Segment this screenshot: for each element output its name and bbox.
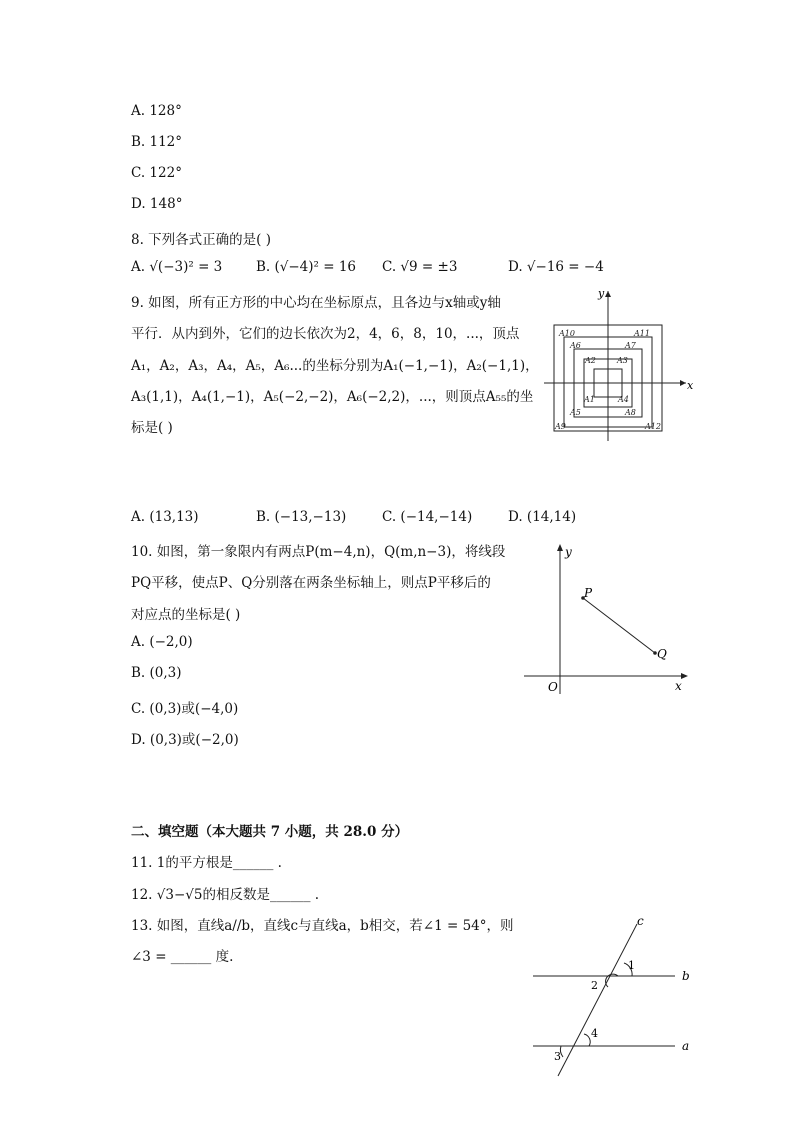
x-axis-label: x	[687, 379, 694, 392]
angle-4-arc	[584, 1034, 590, 1046]
segment-pq	[583, 598, 655, 653]
q10-option-b: B. (0,3)	[131, 665, 182, 681]
q13-stem-line-2: ∠3 = ______ 度.	[131, 949, 234, 965]
label-a4: A4	[618, 395, 629, 404]
q9-stem-line-1: 9. 如图，所有正方形的中心均在坐标原点，且各边与x轴或y轴	[131, 295, 501, 311]
y-axis-label: y	[565, 545, 572, 559]
q11-text: 11. 1的平方根是______ .	[131, 855, 282, 871]
q7-option-c: C. 122°	[131, 165, 182, 181]
q7-option-d: D. 148°	[131, 196, 183, 212]
q9-stem-line-5: 标是( )	[131, 420, 173, 436]
q13-stem-line-1: 13. 如图，直线a//b，直线c与直线a，b相交，若∠1 = 54°，则	[131, 918, 514, 934]
label-a5: A5	[570, 408, 581, 417]
label-a8: A8	[625, 408, 636, 417]
q9-stem-line-4: A₃(1,1)，A₄(1,−1)，A₅(−2,−2)，A₆(−2,2)，...，则顶点A₅₅的坐	[131, 389, 534, 405]
point-q-label: Q	[657, 647, 667, 661]
q10-option-c: C. (0,3)或(−4,0)	[131, 701, 239, 717]
line-c-label: c	[637, 914, 644, 928]
label-a3: A3	[617, 356, 628, 365]
point-p-label: P	[584, 586, 593, 600]
q8-stem: 8. 下列各式正确的是( )	[131, 232, 271, 248]
q9-option-d: D. (14,14)	[508, 509, 577, 525]
q9-option-a: A. (13,13)	[131, 509, 199, 525]
angle-1-label: 1	[628, 959, 635, 972]
q9-option-c: C. (−14,−14)	[382, 509, 473, 525]
q10-coordinate-figure	[520, 540, 700, 700]
q13-parallel-lines-figure	[525, 910, 705, 1080]
q10-option-d: D. (0,3)或(−2,0)	[131, 732, 239, 748]
q10-stem-line-1: 10. 如图，第一象限内有两点P(m−4,n)，Q(m,n−3)，将线段	[131, 544, 506, 560]
x-axis-label: x	[675, 679, 682, 693]
q9-stem-line-3: A₁，A₂，A₃，A₄，A₅，A₆...的坐标分别为A₁(−1,−1)，A₂(−1,1)，	[131, 358, 539, 374]
line-a-label: a	[682, 1039, 690, 1053]
q8-option-d: D. √−16 = −4	[508, 259, 604, 275]
label-a12: A12	[645, 422, 661, 431]
angle-2-label: 2	[591, 979, 598, 992]
q10-stem-line-3: 对应点的坐标是( )	[131, 607, 241, 623]
label-a11: A11	[634, 329, 650, 338]
label-a7: A7	[625, 341, 636, 350]
q9-option-b: B. (−13,−13)	[256, 509, 347, 525]
q9-squares-figure	[540, 285, 700, 445]
q7-option-b: B. 112°	[131, 134, 183, 150]
q10-option-a: A. (−2,0)	[131, 634, 193, 650]
q10-stem-line-2: PQ平移，使点P、Q分别落在两条坐标轴上，则点P平移后的	[131, 575, 491, 591]
label-a6: A6	[570, 341, 581, 350]
origin-label: O	[548, 680, 558, 694]
section-heading: 二、填空题（本大题共 7 小题，共 28.0 分）	[131, 824, 409, 840]
label-a10: A10	[559, 329, 575, 338]
label-a1: A1	[584, 395, 595, 404]
q8-option-b: B. (√−4)² = 16	[256, 259, 357, 275]
y-axis-label: y	[598, 287, 605, 300]
line-b-label: b	[682, 969, 690, 983]
q9-stem-line-2: 平行．从内到外，它们的边长依次为2，4，6，8，10，...，顶点	[131, 326, 520, 342]
q7-option-a: A. 128°	[131, 103, 182, 119]
q8-option-a: A. √(−3)² = 3	[131, 259, 223, 275]
label-a2: A2	[585, 356, 596, 365]
label-a9: A9	[555, 422, 566, 431]
q8-option-c: C. √9 = ±3	[382, 259, 458, 275]
angle-4-label: 4	[591, 1027, 598, 1040]
angle-3-label: 3	[554, 1050, 561, 1063]
q12-text: 12. √3−√5的相反数是______ .	[131, 887, 320, 903]
line-c	[558, 924, 637, 1076]
